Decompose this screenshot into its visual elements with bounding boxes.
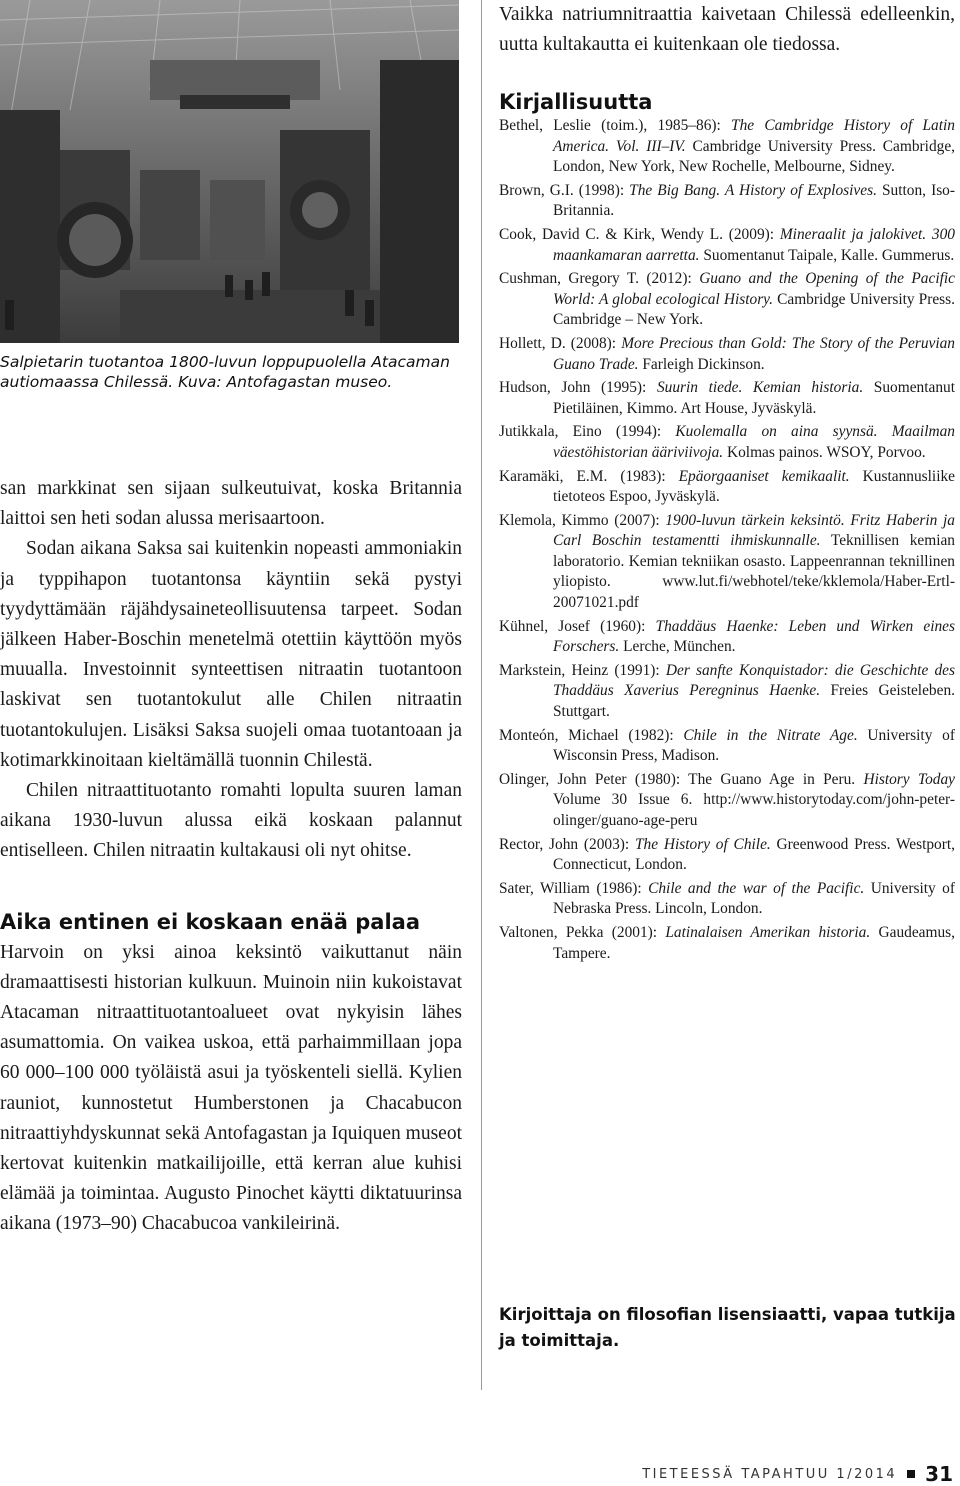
page-number: 31 (925, 1462, 953, 1486)
reference-publisher: Kolmas painos. WSOY, Porvoo. (723, 443, 926, 461)
reference-plain: Cook, David C. & Kirk, Wendy L. (2009): (499, 225, 780, 243)
reference-publisher: Cambridge University Press. Cambridge – New York. (553, 290, 955, 329)
section-heading: Aika entinen ei koskaan enää palaa (0, 909, 421, 934)
reference-publisher: University of Wisconsin Press, Madison. (553, 726, 955, 765)
reference-title: Latinalaisen Amerikan historia. (665, 923, 871, 941)
reference-plain: Markstein, Heinz (1991): (499, 661, 666, 679)
reference-title: The Cambridge History of Latin America. Vol. III–IV. (553, 117, 955, 155)
page-footer (642, 1462, 953, 1486)
reference-item (499, 879, 955, 920)
reference-publisher: University of Nebraska Press. Lincoln, London. (553, 879, 955, 918)
reference-item (499, 181, 955, 222)
reference-plain: Hollett, D. (2008): (499, 334, 622, 352)
reference-item (499, 269, 955, 331)
reference-publisher: Suomentanut Taipale, Kalle. Gummerus. (699, 246, 955, 264)
reference-plain: Jutikkala, Eino (1994): (499, 423, 676, 441)
reference-publisher: Greenwood Press. Westport, Connecticut, London. (553, 835, 956, 874)
reference-publisher: Freies Geisteleben. Stuttgart. (553, 682, 955, 721)
paragraph-1: san markkinat sen sijaan sulkeutuivat, koska Britannia laittoi sen heti sodan alussa merisaartoon. (0, 478, 462, 530)
reference-plain: Monteón, Michael (1982): (499, 726, 684, 744)
reference-title: Epäorgaaniset kemikaalit. (678, 467, 850, 485)
reference-item (499, 923, 955, 964)
reference-item (499, 116, 955, 178)
reference-publisher: Kustannusliike tietoteos Espoo, Jyväskylä. (553, 467, 956, 506)
photo-image (0, 0, 459, 343)
reference-publisher: Sutton, Iso-Britannia. (553, 181, 956, 220)
reference-plain: Sater, William (1986): (499, 879, 649, 897)
reference-title: Chile and the war of the Pacific. (648, 879, 865, 897)
references-title: Kirjallisuutta (499, 90, 653, 114)
reference-title: 1900-luvun tärkein keksintö. Fritz Haberin ja Carl Boschin testamentti ihmiskunnalle. (553, 511, 955, 550)
reference-publisher: Suomentanut Pietiläinen, Kimmo. Art House, Jyväskylä. (553, 379, 955, 417)
paragraph-4: Harvoin on yksi ainoa keksintö vaikuttanut näin dramaattisesti historian kulkuun. Muinoin niin kukoistavat Atacaman nitraattituotantoalueet ovat nykyisin lähes asumattomia. On vaikea uskoa, että parhaimmillaan jopa 60 000–100 000 työläistä asui ja työskenteli siellä. Kylien rauniot, kunnostetut Humberstonen ja Chacabucon nitraattiyhdyskunnat sekä Antofagastan ja Iquiquen museot kertovat kuitenkin matkailijoille, että kerran alue kuhisi elämää ja toimintaa. Augusto Pinochet käytti diktatuurinsa aikana (1973–90) Chacabucoa vankileirinä. (0, 941, 462, 1235)
reference-title: Kuolemalla on aina syynsä. Maailman väestöhistorian ääriviivoja. (553, 423, 955, 461)
reference-item (499, 511, 955, 614)
reference-title: History Today (863, 770, 955, 788)
paragraph-3: Chilen nitraattituotanto romahti lopulta suuren laman aikana 1930-luvun alussa eikä koskaan palannut entiselleen. Chilen nitraatin kultakausi oli nyt ohitse. (0, 780, 462, 862)
reference-plain: Cushman, Gregory T. (2012): (499, 270, 700, 288)
reference-title: The History of Chile. (634, 835, 771, 853)
reference-plain: Karamäki, E.M. (1983): (499, 467, 679, 485)
reference-plain: Olinger, John Peter (1980): The Guano Age in Peru. (499, 770, 864, 788)
reference-title: Suurin tiede. Kemian historia. (656, 379, 864, 397)
paragraph-2: Sodan aikana Saksa sai kuitenkin nopeasti ammoniakin ja typpihapon tuotantonsa käyntiin sekä pystyi tyydyttämään räjähdysaineteollisuutensa tarpeet. Sodan jälkeen Haber-Boschin menetelmä otettiin käyttöön myös muualla. Investoinnit synteettisen nitraatin tuotantoon laskivat sen tuotantokulut alle Chilen nitraatin tuotantokulujen. Lisäksi Saksa suojeli omaa tuotantoaan ja kotimarkkinoitaan kieltämällä tuonnin Chilestä. (0, 538, 462, 771)
intro-paragraph: Vaikka natriumnitraattia kaivetaan Chilessä edelleenkin, uutta kultakautta ei kuitenkaan ole tiedossa. (499, 4, 955, 55)
reference-publisher: Farleigh Dickinson. (638, 355, 765, 373)
reference-item (499, 661, 955, 723)
publication-name: TIETEESSÄ TAPAHTUU 1/2014 (642, 1466, 898, 1482)
reference-publisher: Volume 30 Issue 6. http://www.historytoday.com/john-peter-olinger/guano-age-peru (553, 791, 955, 829)
reference-plain: Hudson, John (1995): (499, 379, 657, 397)
reference-title: Guano and the Opening of the Pacific World: A global ecological History. (553, 270, 955, 308)
square-icon (907, 1470, 915, 1478)
reference-item (499, 225, 955, 266)
column-divider (481, 0, 482, 1390)
photo-caption: Salpietarin tuotantoa 1800-luvun loppupuolella Atacaman autiomaassa Chilessä. Kuva: Antofagastan museo. (0, 353, 450, 391)
reference-item (499, 422, 955, 463)
reference-title: Thaddäus Haenke: Leben und Wirken eines Forschers. (553, 617, 956, 656)
right-column (499, 0, 955, 967)
reference-plain: Valtonen, Pekka (2001): (499, 923, 666, 941)
reference-item (499, 467, 955, 508)
reference-title: More Precious than Gold: The Story of the Peruvian Guano Trade. (553, 334, 956, 373)
references-list (499, 116, 955, 964)
left-column (0, 474, 462, 1240)
reference-publisher: Teknillisen kemian laboratorio. Kemian tekniikan osasto. Lappeenrannan teknillinen yliopisto. www.lut.fi/webhotel/teke/kklemola/Haber-Ertl-20071021.pdf (553, 532, 955, 612)
reference-plain: Brown, G.I. (1998): (499, 181, 630, 199)
reference-item (499, 334, 955, 375)
reference-publisher: Gaudeamus, Tampere. (553, 923, 955, 962)
reference-title: Mineraalit ja jalokivet. 300 maankamaran aarretta. (553, 225, 955, 264)
author-note: Kirjoittaja on filosofian lisensiaatti, vapaa tutkija ja toimittaja. (499, 1305, 956, 1350)
reference-plain: Bethel, Leslie (toim.), 1985–86): (499, 117, 732, 134)
reference-plain: Rector, John (2003): (499, 835, 635, 853)
reference-item (499, 378, 955, 419)
reference-publisher: Cambridge University Press. Cambridge, London, New York, New Rochelle, Melbourne, Sidney. (553, 137, 956, 176)
factory-photo (0, 0, 459, 343)
reference-item (499, 770, 955, 832)
reference-plain: Klemola, Kimmo (2007): (499, 511, 666, 529)
reference-title: The Big Bang. A History of Explosives. (629, 181, 877, 199)
reference-title: Der sanfte Konquistador: die Geschichte des Thaddäus Xaverius Peregninus Haenke. (553, 661, 955, 700)
reference-item (499, 835, 955, 876)
reference-plain: Kühnel, Josef (1960): (499, 617, 656, 635)
reference-item (499, 617, 955, 658)
reference-item (499, 726, 955, 767)
reference-title: Chile in the Nitrate Age. (683, 726, 858, 744)
reference-publisher: Lerche, München. (619, 638, 736, 656)
